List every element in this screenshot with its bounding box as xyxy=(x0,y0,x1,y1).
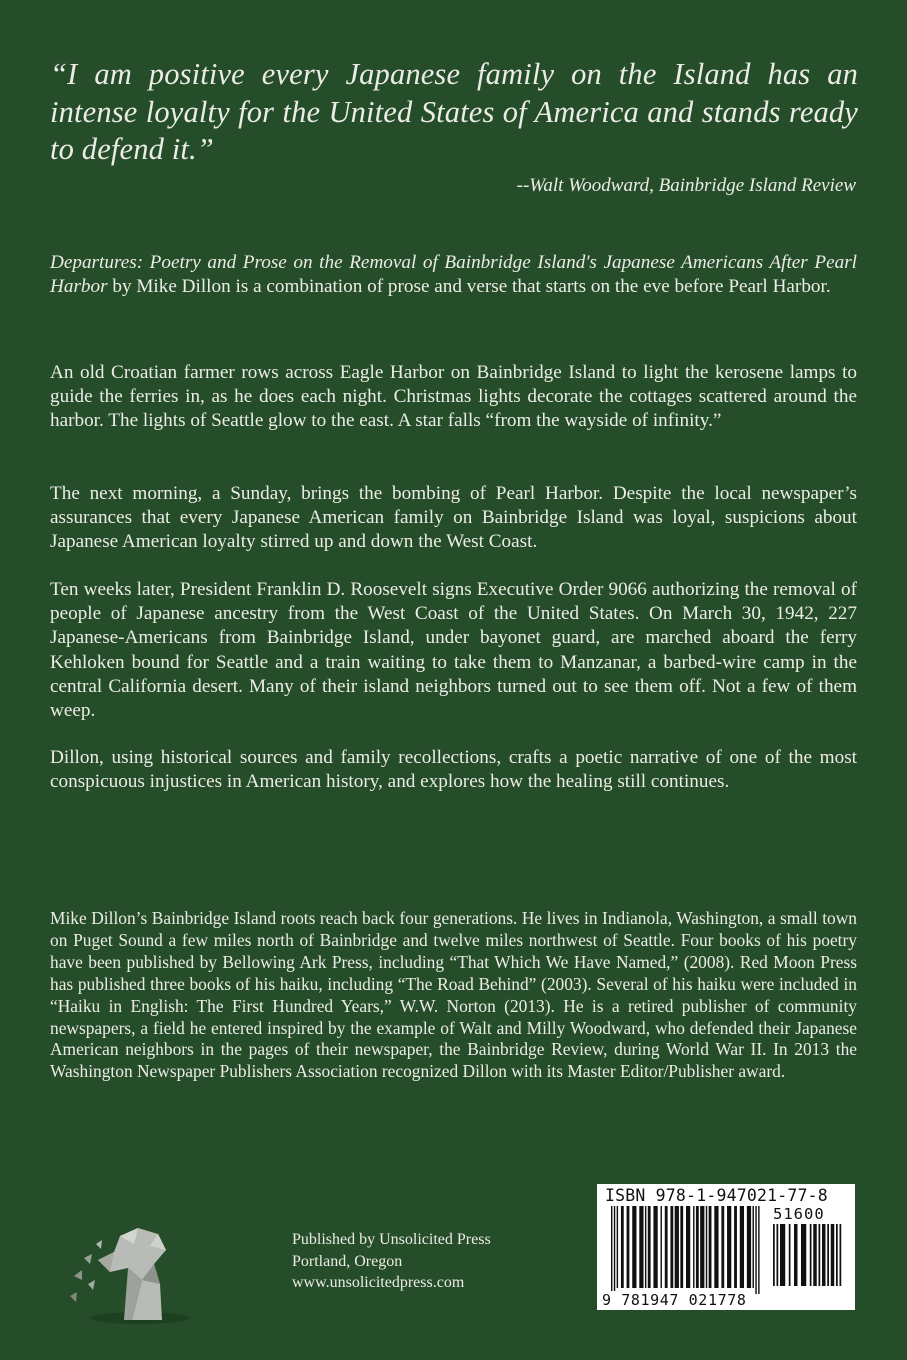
barcode-bar xyxy=(721,1206,724,1288)
author-bio: Mike Dillon’s Bainbridge Island roots reach back four generations. He lives in Indianola, Washington, a small town on Puget Sound a few miles north of Bainbridge and twelve miles northwest of Seattle. Four books of his poetry have been published by Bellowing Ark Press, including “That Which We Have Named,” (2008). Red Moon Press has published three books of his haiku, including “The Road Behind” (2003). Several of his haiku were included in “Haiku in English: The First Hundred Years,” W.W. Norton (2013). He is a retired publisher of community newspapers, a field he entered inspired by the example of Walt and Milly Woodward, who defended their Japanese American neighbors in the pages of their newspaper, the Bainbridge Review, during World War II. In 2013 the Washington Newspaper Publishers Association recognized Dillon with its Master Editor/Publisher award. xyxy=(50,908,857,1082)
description-paragraph-1-rest: by Mike Dillon is a combination of prose and verse that starts on the eve before Pearl Harbor. xyxy=(107,276,831,298)
barcode-bar xyxy=(840,1224,842,1286)
barcode-bar xyxy=(645,1206,646,1288)
barcode-bar xyxy=(648,1206,651,1288)
barcode-bar xyxy=(632,1206,636,1288)
barcode-bar xyxy=(822,1224,826,1286)
publisher-website: www.unsolicitedpress.com xyxy=(292,1274,465,1291)
barcode-bar xyxy=(611,1206,612,1294)
description-paragraph-2: An old Croatian farmer rows across Eagle Harbor on Bainbridge Island to light the kerosene lamps to guide the ferries in, as he does each night. Christmas lights decorate the cottages scattered around the harbor. The lights of Seattle glow to the east. A star falls “from the wayside of infinity.” xyxy=(50,362,857,432)
barcode-bar xyxy=(714,1206,718,1288)
barcode-bar xyxy=(755,1206,756,1294)
book-title: Departures: Poetry and Prose on the Removal of Bainbridge Island's Japanese Americans After Pearl Harbor xyxy=(50,252,857,298)
ean13-barcode-bars xyxy=(611,1206,767,1298)
barcode-bar xyxy=(813,1224,817,1286)
isbn-text: ISBN 978-1-947021-77-8 xyxy=(605,1186,828,1205)
pull-quote: “I am positive every Japanese family on the Island has an intense loyalty for the United States of America and stands ready to defend it.” xyxy=(50,57,858,166)
barcode-bar xyxy=(753,1206,754,1288)
barcode-bar xyxy=(777,1224,779,1286)
description-paragraph-5: Dillon, using historical sources and family recollections, crafts a poetic narrative of one of the most conspicuous injustices in American history, and explores how the healing still continues. xyxy=(50,747,857,793)
quote-attribution: --Walt Woodward, Bainbridge Island Review xyxy=(516,175,856,196)
barcode-bar xyxy=(727,1206,731,1288)
barcode-bar xyxy=(706,1206,707,1288)
barcode-bar xyxy=(789,1224,791,1286)
price-code-text: 51600 xyxy=(773,1205,825,1223)
publisher-location: Portland, Oregon xyxy=(292,1252,403,1270)
barcode-bar xyxy=(819,1224,821,1286)
barcode-bar xyxy=(801,1224,806,1286)
barcode-bar xyxy=(700,1206,704,1288)
barcode-bar xyxy=(734,1206,737,1288)
barcode-bar xyxy=(627,1206,630,1288)
barcode-bar xyxy=(686,1206,690,1288)
barcode-bar xyxy=(653,1206,657,1288)
isbn-barcode xyxy=(597,1184,855,1310)
barcode-bar xyxy=(614,1206,615,1294)
barcode-bar xyxy=(680,1206,683,1288)
barcode-bar xyxy=(693,1206,694,1288)
publisher-tree-logo-icon xyxy=(62,1198,192,1326)
barcode-bar xyxy=(639,1206,643,1288)
barcode-bar xyxy=(675,1206,679,1288)
barcode-bar xyxy=(709,1206,712,1288)
barcode-bar xyxy=(747,1206,751,1288)
barcode-bar xyxy=(831,1224,835,1286)
publisher-info xyxy=(292,1229,491,1294)
barcode-bar xyxy=(665,1206,668,1288)
barcode-bar xyxy=(773,1224,775,1286)
publisher-name: Published by Unsolicited Press xyxy=(292,1231,491,1248)
description-paragraph-3: The next morning, a Sunday, brings the bombing of Pearl Harbor. Despite the local newspaper’s assurances that every Japanese American family on Bainbridge Island was loyal, suspicions about Japanese American loyalty stirred up and down the West Coast. xyxy=(50,483,857,553)
barcode-bar xyxy=(780,1224,785,1286)
barcode-bar xyxy=(661,1206,662,1288)
barcode-bar xyxy=(740,1206,744,1288)
description-paragraph-4: Ten weeks later, President Franklin D. Roosevelt signs Executive Order 9066 authorizing the removal of people of Japanese ancestry from the West Coast of the United States. On March 30, 1942, 227 Japanese-Americans from Bainbridge Island, under bayonet guard, are marched aboard the ferry Kehloken bound for Seattle and a train waiting to take them to Manzanar, a barbed-wire camp in the central California desert. Many of their island neighbors turned out to see them off. Not a few of them weep. xyxy=(50,579,857,722)
barcode-bar xyxy=(836,1224,838,1286)
price-addon-barcode-bars xyxy=(773,1224,849,1300)
barcode-bar xyxy=(827,1224,829,1286)
description-paragraph-1 xyxy=(50,251,857,299)
barcode-bar xyxy=(617,1206,618,1288)
barcode-bar xyxy=(758,1206,759,1294)
barcode-bar xyxy=(794,1224,798,1286)
ean-digits: 9 781947 021778 xyxy=(602,1291,747,1309)
barcode-bar xyxy=(621,1206,624,1288)
barcode-bar xyxy=(810,1224,812,1286)
barcode-bar xyxy=(670,1206,673,1288)
barcode-bar xyxy=(696,1206,699,1288)
